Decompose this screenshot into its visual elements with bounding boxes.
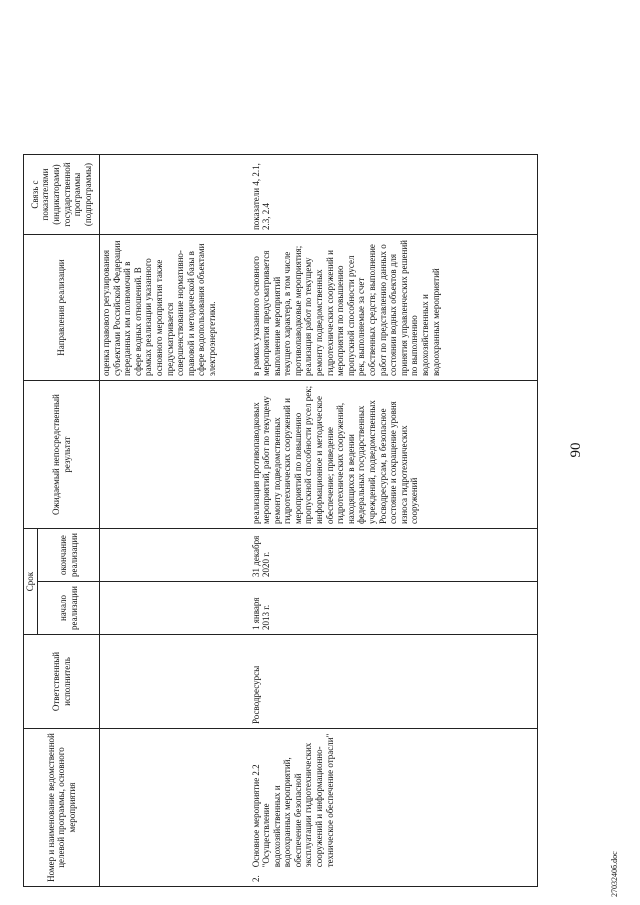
col-header-result: Ожидаемый непосредственный результат: [24, 381, 100, 529]
row-name: Основное мероприятие 2.2 "Осуществление водохозяйственных и водоохранных мероприятий, обеспечение безопасной эксплуатации гидротехнических сооружений и информационно-техническое обеспечение отрасли": [250, 733, 335, 868]
row-number: 2.: [250, 875, 261, 882]
footer-code: 2703240б.doc: [610, 851, 619, 897]
row-link: показатели 4, 2.1, 2.3, 2.4: [250, 155, 538, 235]
col-header-end: окончание реализации: [38, 529, 100, 582]
col-header-term: Срок: [24, 529, 38, 635]
row-end: 31 декабря 2020 г.: [250, 529, 538, 582]
page-number: 90: [568, 442, 584, 458]
table-row: [250, 155, 538, 887]
row-directions: в рамках указанного основного мероприятия предусматривается выполнение мероприятий текущего характера, в том числе противопаводковые мероприятия; реализация работ по текущему ремонту подведомственных гидротехнических сооружений и мероприятия по повышению пропускной способности русел рек, выполняемые за счет собственных средств; выполнение работ по представлению данных о состоянии водных объектов для принятия управленческих решений по выполнению водохозяйственных и водоохранных мероприятий: [250, 235, 538, 381]
col-header-executor: Ответственный исполнитель: [24, 635, 100, 729]
row-executor: Росводресурсы: [250, 635, 538, 729]
col-header-directions: Направления реализации: [24, 235, 100, 381]
program-table: [23, 154, 538, 887]
col-header-name: Номер и наименование ведомственной целевой программы, основного мероприятия: [24, 729, 100, 887]
row-start: 1 января 2013 г.: [250, 582, 538, 635]
row-result: реализация противопаводковых мероприятий, работ по текущему ремонту подведомственных гидротехнических сооружений и мероприятий по повышению пропускной способности русел рек; информационное и методическое обеспечение; приведение гидротехнических сооружений, находящихся в ведении федеральных государственных учреждений, подведомственных Росводресурсам, в безопасное состояние и сокращение уровня износа гидротехнических сооружений: [250, 381, 538, 529]
carryover-row: [100, 155, 250, 887]
col-header-start: начало реализации: [38, 582, 100, 635]
row-name-cell: [250, 729, 538, 887]
header-row-1: [24, 155, 38, 887]
carryover-directions: оценка правового регулирования субъектами Российской Федерации переданных им полномочий в сфере водных отношений. В рамках реализации указанного основного мероприятия также предусматривается совершенствование нормативно-правовой и методической базы в сфере водопользования объектами электроэнергетики.: [100, 235, 250, 381]
col-header-link: Связь с показателями (индикаторами) государственной программы (подпрограммы): [24, 155, 100, 235]
